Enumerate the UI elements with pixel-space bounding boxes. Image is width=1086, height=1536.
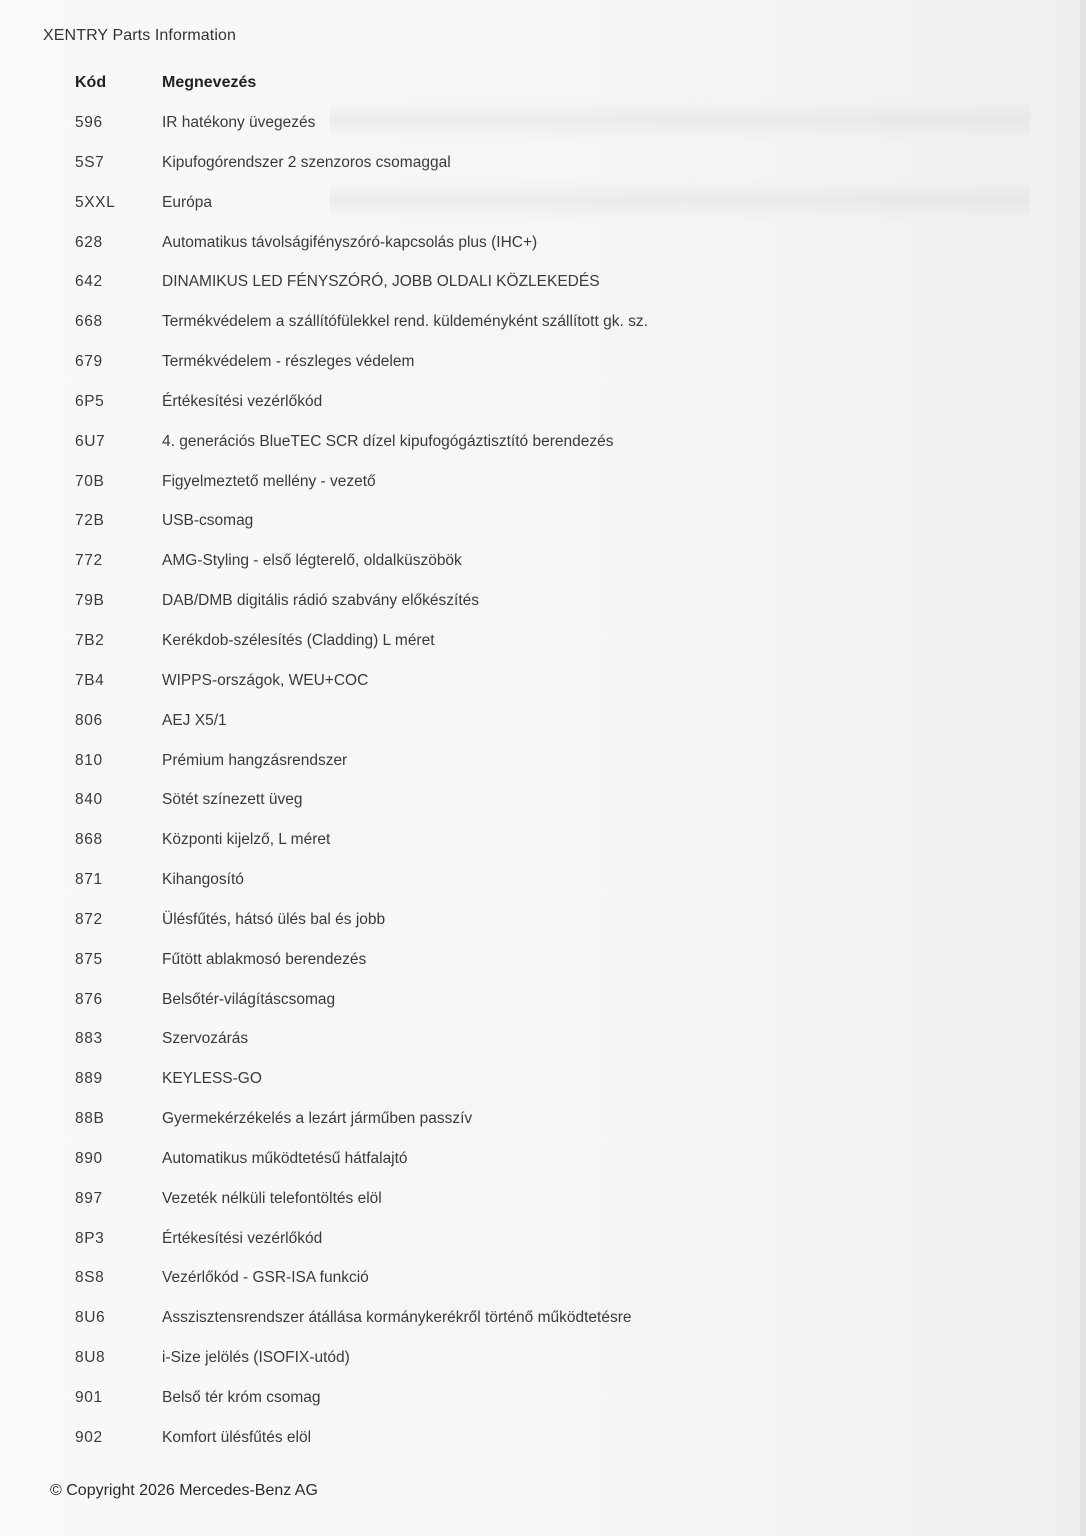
row-code: 7B4 <box>75 671 105 689</box>
row-code: 772 <box>75 552 103 570</box>
row-description: Komfort ülésfűtés elöl <box>162 1428 312 1446</box>
row-description: Termékvédelem - részleges védelem <box>162 353 415 371</box>
copyright-footer: © Copyright 2026 Mercedes-Benz AG <box>50 1482 318 1499</box>
row-code: 875 <box>75 950 103 968</box>
row-description: Értékesítési vezérlőkód <box>162 392 323 410</box>
table-row <box>0 702 1086 742</box>
table-row <box>0 1299 1086 1339</box>
table-row <box>0 463 1086 503</box>
row-description: Fűtött ablakmosó berendezés <box>162 950 367 968</box>
table-row <box>0 423 1086 463</box>
row-description: Európa <box>162 193 212 211</box>
row-description: Vezeték nélküli telefontöltés elöl <box>162 1189 382 1207</box>
row-description: IR hatékony üvegezés <box>162 114 316 131</box>
table-row <box>0 582 1086 622</box>
table-row <box>0 781 1086 821</box>
row-description: KEYLESS-GO <box>162 1070 262 1088</box>
row-description: Sötét színezett üveg <box>162 791 303 809</box>
table-row <box>0 1180 1086 1220</box>
row-code: 642 <box>75 273 103 291</box>
column-header-name: Megnevezés <box>162 74 257 91</box>
row-description: Ülésfűtés, hátsó ülés bal és jobb <box>162 910 386 928</box>
row-description: Belső tér króm csomag <box>162 1389 321 1406</box>
row-description: 4. generációs BlueTEC SCR dízel kipufogógáztisztító berendezés <box>162 432 614 450</box>
table-row <box>0 1220 1086 1260</box>
table-row <box>0 622 1086 662</box>
table-row <box>0 861 1086 901</box>
table-row <box>0 343 1086 383</box>
row-description: Értékesítési vezérlőkód <box>162 1229 323 1247</box>
row-description: Prémium hangzásrendszer <box>162 751 348 769</box>
row-description: DINAMIKUS LED FÉNYSZÓRÓ, JOBB OLDALI KÖZLEKEDÉS <box>162 273 600 291</box>
row-description: Központi kijelző, L méret <box>162 831 331 849</box>
row-code: 890 <box>75 1149 103 1167</box>
table-row <box>0 144 1086 184</box>
row-code: 806 <box>75 711 103 729</box>
row-description: Asszisztensrendszer átállása kormánykerékről történő működtetésre <box>162 1309 632 1327</box>
table-row <box>0 303 1086 343</box>
row-description: Belsőtér-világításcsomag <box>162 990 336 1008</box>
row-description: Automatikus távolságifényszóró-kapcsolás plus (IHC+) <box>162 233 538 251</box>
table-row <box>0 383 1086 423</box>
table-row <box>0 502 1086 542</box>
table-row <box>0 1100 1086 1140</box>
row-description: AEJ X5/1 <box>162 711 227 729</box>
row-code: 72B <box>75 512 105 530</box>
table-row <box>0 1020 1086 1060</box>
table-row <box>0 104 1086 144</box>
row-description: WIPPS-országok, WEU+COC <box>162 671 369 689</box>
row-code: 5XXL <box>75 193 116 211</box>
table-row <box>0 1379 1086 1419</box>
row-description: DAB/DMB digitális rádió szabvány előkészítés <box>162 592 480 610</box>
table-row <box>0 1259 1086 1299</box>
column-header-code: Kód <box>75 74 107 91</box>
parts-table <box>0 104 1086 1459</box>
row-code: 872 <box>75 910 103 928</box>
table-row <box>0 1060 1086 1100</box>
table-row <box>0 901 1086 941</box>
table-row <box>0 184 1086 224</box>
row-code: 810 <box>75 751 103 769</box>
row-code: 902 <box>75 1428 103 1446</box>
row-code: 871 <box>75 871 103 889</box>
row-code: 79B <box>75 592 105 610</box>
row-description: Automatikus működtetésű hátfalajtó <box>162 1149 408 1167</box>
row-description: i-Size jelölés (ISOFIX-utód) <box>162 1349 350 1367</box>
table-row <box>0 1419 1086 1459</box>
row-description: Kipufogórendszer 2 szenzoros csomaggal <box>162 153 451 171</box>
row-code: 6P5 <box>75 392 105 410</box>
row-code: 883 <box>75 1030 103 1048</box>
row-code: 88B <box>75 1110 105 1128</box>
table-row <box>0 224 1086 264</box>
row-description: Vezérlőkód - GSR-ISA funkció <box>162 1269 369 1287</box>
table-row <box>0 941 1086 981</box>
row-code: 668 <box>75 313 103 331</box>
table-row <box>0 821 1086 861</box>
row-code: 7B2 <box>75 631 105 649</box>
row-code: 70B <box>75 472 105 490</box>
row-code: 897 <box>75 1189 103 1207</box>
row-description: Kerékdob-szélesítés (Cladding) L méret <box>162 631 435 649</box>
document-title: XENTRY Parts Information <box>43 27 236 44</box>
table-row <box>0 542 1086 582</box>
row-code: 901 <box>75 1389 103 1406</box>
row-description: Gyermekérzékelés a lezárt járműben passzív <box>162 1110 473 1128</box>
row-code: 6U7 <box>75 432 106 450</box>
row-description: Kihangosító <box>162 871 244 889</box>
row-description: AMG-Styling - első légterelő, oldalküszöbök <box>162 552 462 570</box>
row-code: 628 <box>75 233 103 251</box>
row-code: 868 <box>75 831 103 849</box>
table-row <box>0 1140 1086 1180</box>
table-row <box>0 742 1086 782</box>
row-code: 8P3 <box>75 1229 105 1247</box>
row-description: Figyelmeztető mellény - vezető <box>162 472 376 490</box>
table-row <box>0 1339 1086 1379</box>
row-code: 840 <box>75 791 103 809</box>
table-row <box>0 662 1086 702</box>
row-description: USB-csomag <box>162 512 254 530</box>
row-code: 8U6 <box>75 1309 106 1327</box>
table-row <box>0 981 1086 1021</box>
row-code: 8S8 <box>75 1269 105 1287</box>
row-code: 876 <box>75 990 103 1008</box>
row-description: Termékvédelem a szállítófülekkel rend. küldeményként szállított gk. sz. <box>162 313 648 331</box>
row-code: 889 <box>75 1070 103 1088</box>
row-code: 596 <box>75 114 103 131</box>
row-description: Szervozárás <box>162 1030 249 1048</box>
row-code: 679 <box>75 353 103 371</box>
table-row <box>0 263 1086 303</box>
row-code: 8U8 <box>75 1349 106 1367</box>
row-code: 5S7 <box>75 153 105 171</box>
